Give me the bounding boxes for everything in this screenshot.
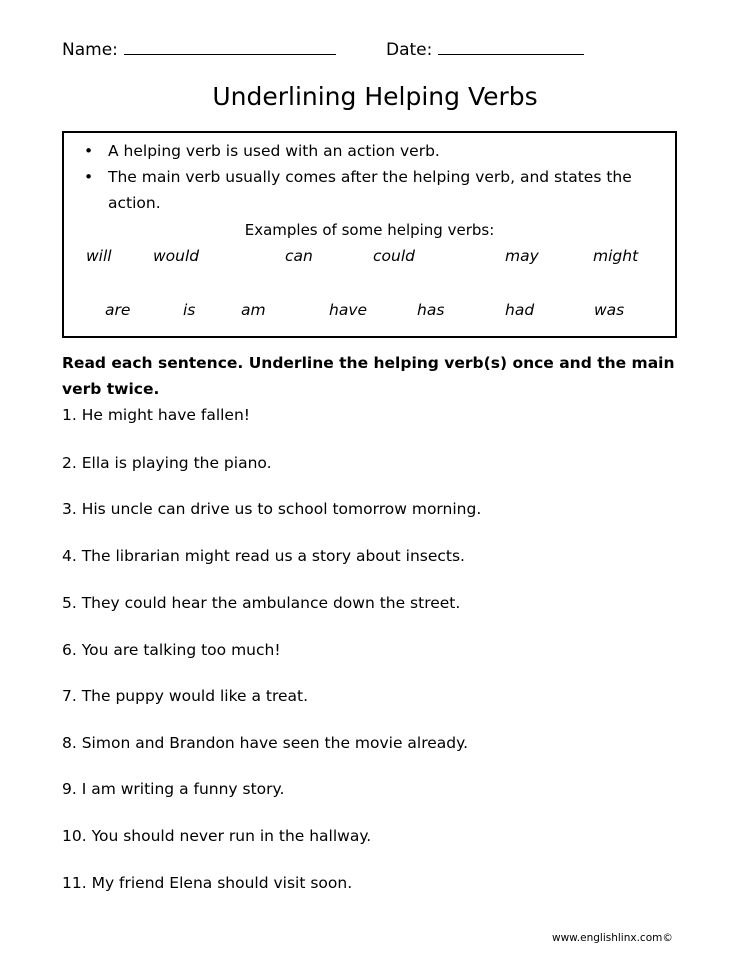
sentence-item: 5. They could hear the ambulance down the street.	[62, 594, 461, 612]
helping-verb: could	[373, 247, 415, 265]
helping-verb: have	[329, 301, 368, 319]
sentence-item: 7. The puppy would like a treat.	[62, 687, 309, 705]
bullet-text: A helping verb is used with an action verb.	[108, 142, 440, 160]
helping-verb: am	[241, 301, 266, 319]
date-line[interactable]	[438, 40, 584, 55]
sentence-item: 9. I am writing a funny story.	[62, 780, 285, 798]
sentence-item: 4. The librarian might read us a story about insects.	[62, 547, 465, 565]
helping-verb: was	[594, 301, 625, 319]
bullet-item	[84, 138, 669, 164]
info-box	[62, 131, 677, 338]
sentence-item: 3. His uncle can drive us to school tomorrow morning.	[62, 500, 482, 518]
helping-verb: will	[86, 247, 112, 265]
examples-heading: Examples of some helping verbs:	[244, 221, 495, 239]
instructions: Read each sentence. Underline the helping verb(s) once and the main verb twice.	[62, 354, 675, 398]
sentence-item: 11. My friend Elena should visit soon.	[62, 874, 353, 892]
worksheet-title: Underlining Helping Verbs	[212, 82, 538, 111]
helping-verb: is	[183, 301, 196, 319]
name-field[interactable]	[62, 40, 336, 60]
bullet-icon: •	[84, 168, 94, 186]
helping-verb: would	[153, 247, 200, 265]
helping-verb: may	[505, 247, 539, 265]
bullet-item	[84, 164, 669, 216]
name-line[interactable]	[124, 40, 336, 55]
helping-verb: might	[593, 247, 639, 265]
helping-verb: are	[105, 301, 131, 319]
helping-verb: had	[505, 301, 535, 319]
date-field[interactable]	[386, 40, 584, 60]
sentence-item: 1. He might have fallen!	[62, 406, 251, 424]
helping-verb: has	[417, 301, 445, 319]
sentence-item: 6. You are talking too much!	[62, 641, 281, 659]
website-footer: www.englishlinx.com©	[552, 932, 673, 944]
bullet-icon: •	[84, 142, 94, 160]
name-label: Name:	[62, 40, 118, 60]
helping-verb: can	[285, 247, 313, 265]
sentence-item: 8. Simon and Brandon have seen the movie already.	[62, 734, 469, 752]
date-label: Date:	[386, 40, 433, 60]
sentence-item: 2. Ella is playing the piano.	[62, 454, 272, 472]
sentence-item: 10. You should never run in the hallway.	[62, 827, 372, 845]
bullet-text: The main verb usually comes after the helping verb, and states the action.	[108, 168, 632, 212]
